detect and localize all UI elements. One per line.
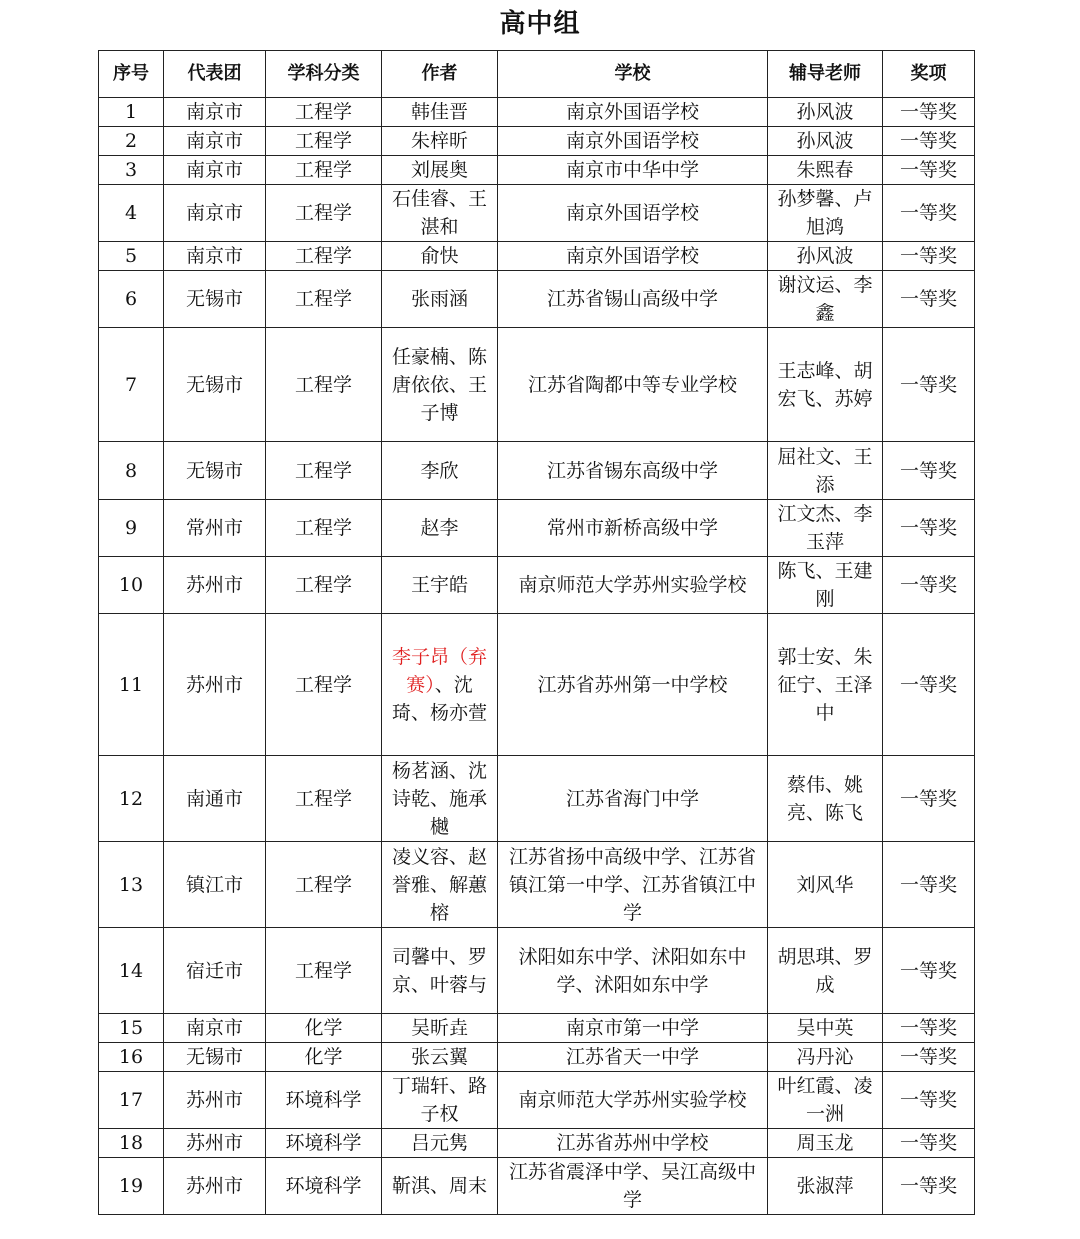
cell-subject: 工程学 <box>266 928 382 1014</box>
cell-teacher: 陈飞、王建刚 <box>768 557 883 614</box>
cell-teacher: 周玉龙 <box>768 1129 883 1158</box>
cell-award: 一等奖 <box>883 928 975 1014</box>
cell-award: 一等奖 <box>883 756 975 842</box>
cell-no: 6 <box>99 271 164 328</box>
cell-teacher: 朱熙春 <box>768 156 883 185</box>
cell-school: 南京市第一中学 <box>498 1014 768 1043</box>
withdrawn-author: 李子昂（弃赛） <box>391 645 487 696</box>
cell-teacher: 张淑萍 <box>768 1158 883 1215</box>
cell-no: 9 <box>99 500 164 557</box>
cell-teacher: 孙风波 <box>768 127 883 156</box>
cell-no: 14 <box>99 928 164 1014</box>
cell-school: 南京外国语学校 <box>498 98 768 127</box>
cell-no: 7 <box>99 328 164 442</box>
cell-award: 一等奖 <box>883 557 975 614</box>
page-title: 高中组 <box>499 9 581 39</box>
cell-teacher: 江文杰、李玉萍 <box>768 500 883 557</box>
cell-award: 一等奖 <box>883 185 975 242</box>
cell-teacher: 刘风华 <box>768 842 883 928</box>
cell-author: 吴昕垚 <box>382 1014 498 1043</box>
cell-delegation: 苏州市 <box>164 614 266 756</box>
cell-no: 2 <box>99 127 164 156</box>
cell-no: 10 <box>99 557 164 614</box>
cell-delegation: 宿迁市 <box>164 928 266 1014</box>
table-row <box>99 185 975 242</box>
table-row <box>99 1014 975 1043</box>
cell-delegation: 镇江市 <box>164 842 266 928</box>
table-row <box>99 127 975 156</box>
cell-award: 一等奖 <box>883 1158 975 1215</box>
cell-subject: 化学 <box>266 1043 382 1072</box>
cell-subject: 工程学 <box>266 98 382 127</box>
cell-school: 江苏省天一中学 <box>498 1043 768 1072</box>
table-body <box>99 98 975 1215</box>
cell-subject: 工程学 <box>266 271 382 328</box>
cell-award: 一等奖 <box>883 842 975 928</box>
table-row <box>99 557 975 614</box>
cell-award: 一等奖 <box>883 1072 975 1129</box>
cell-no: 8 <box>99 442 164 500</box>
cell-author: 俞快 <box>382 242 498 271</box>
cell-no: 1 <box>99 98 164 127</box>
cell-teacher: 胡思琪、罗成 <box>768 928 883 1014</box>
cell-subject: 环境科学 <box>266 1158 382 1215</box>
cell-delegation: 苏州市 <box>164 557 266 614</box>
cell-school: 南京外国语学校 <box>498 127 768 156</box>
header-no: 序号 <box>99 51 164 98</box>
cell-award: 一等奖 <box>883 271 975 328</box>
cell-subject: 工程学 <box>266 500 382 557</box>
cell-teacher: 郭士安、朱征宁、王泽中 <box>768 614 883 756</box>
cell-subject: 工程学 <box>266 842 382 928</box>
cell-subject: 工程学 <box>266 185 382 242</box>
cell-author: 王宇皓 <box>382 557 498 614</box>
cell-delegation: 无锡市 <box>164 271 266 328</box>
cell-teacher: 孙风波 <box>768 98 883 127</box>
cell-award: 一等奖 <box>883 1129 975 1158</box>
cell-school: 南京师范大学苏州实验学校 <box>498 557 768 614</box>
cell-delegation: 南京市 <box>164 156 266 185</box>
cell-author: 张云翼 <box>382 1043 498 1072</box>
cell-teacher: 蔡伟、姚亮、陈飞 <box>768 756 883 842</box>
header-delegation: 代表团 <box>164 51 266 98</box>
cell-author: 赵李 <box>382 500 498 557</box>
cell-delegation: 常州市 <box>164 500 266 557</box>
cell-subject: 工程学 <box>266 442 382 500</box>
cell-subject: 工程学 <box>266 557 382 614</box>
cell-no: 5 <box>99 242 164 271</box>
cell-delegation: 苏州市 <box>164 1072 266 1129</box>
table-row <box>99 1043 975 1072</box>
cell-delegation: 南京市 <box>164 1014 266 1043</box>
cell-author: 杨茗涵、沈诗乾、施承樾 <box>382 756 498 842</box>
cell-delegation: 南京市 <box>164 127 266 156</box>
cell-author: 石佳睿、王湛和 <box>382 185 498 242</box>
awards-table <box>98 50 975 1215</box>
header-teacher: 辅导老师 <box>768 51 883 98</box>
cell-award: 一等奖 <box>883 127 975 156</box>
cell-delegation: 南通市 <box>164 756 266 842</box>
cell-school: 南京市中华中学 <box>498 156 768 185</box>
cell-delegation: 苏州市 <box>164 1129 266 1158</box>
cell-delegation: 南京市 <box>164 185 266 242</box>
cell-award: 一等奖 <box>883 442 975 500</box>
cell-author: 韩佳晋 <box>382 98 498 127</box>
cell-author: 朱梓昕 <box>382 127 498 156</box>
cell-no: 18 <box>99 1129 164 1158</box>
cell-no: 19 <box>99 1158 164 1215</box>
table-row <box>99 614 975 756</box>
cell-school: 南京外国语学校 <box>498 185 768 242</box>
cell-author: 刘展奥 <box>382 156 498 185</box>
table-row <box>99 442 975 500</box>
cell-delegation: 南京市 <box>164 98 266 127</box>
cell-author: 司馨中、罗京、叶蓉与 <box>382 928 498 1014</box>
cell-author: 任豪楠、陈唐依依、王子博 <box>382 328 498 442</box>
cell-no: 17 <box>99 1072 164 1129</box>
cell-school: 江苏省海门中学 <box>498 756 768 842</box>
cell-school: 沭阳如东中学、沭阳如东中学、沭阳如东中学 <box>498 928 768 1014</box>
header-school: 学校 <box>498 51 768 98</box>
cell-subject: 工程学 <box>266 242 382 271</box>
cell-award: 一等奖 <box>883 1014 975 1043</box>
table-row <box>99 500 975 557</box>
cell-award: 一等奖 <box>883 614 975 756</box>
table-row <box>99 1072 975 1129</box>
cell-award: 一等奖 <box>883 242 975 271</box>
cell-author <box>382 614 498 756</box>
cell-delegation: 苏州市 <box>164 1158 266 1215</box>
cell-teacher: 孙梦馨、卢旭鸿 <box>768 185 883 242</box>
cell-award: 一等奖 <box>883 156 975 185</box>
cell-no: 4 <box>99 185 164 242</box>
cell-author: 张雨涵 <box>382 271 498 328</box>
cell-award: 一等奖 <box>883 328 975 442</box>
cell-no: 16 <box>99 1043 164 1072</box>
cell-teacher: 吴中英 <box>768 1014 883 1043</box>
cell-school: 南京师范大学苏州实验学校 <box>498 1072 768 1129</box>
table-row <box>99 1158 975 1215</box>
cell-delegation: 无锡市 <box>164 328 266 442</box>
cell-no: 11 <box>99 614 164 756</box>
cell-author: 李欣 <box>382 442 498 500</box>
cell-subject: 环境科学 <box>266 1129 382 1158</box>
cell-subject: 工程学 <box>266 156 382 185</box>
cell-award: 一等奖 <box>883 98 975 127</box>
header-author: 作者 <box>382 51 498 98</box>
cell-author: 吕元隽 <box>382 1129 498 1158</box>
cell-no: 12 <box>99 756 164 842</box>
cell-school: 江苏省震泽中学、吴江高级中学 <box>498 1158 768 1215</box>
cell-school: 江苏省锡东高级中学 <box>498 442 768 500</box>
table-row <box>99 271 975 328</box>
cell-school: 江苏省陶都中等专业学校 <box>498 328 768 442</box>
cell-delegation: 无锡市 <box>164 442 266 500</box>
cell-subject: 工程学 <box>266 614 382 756</box>
header-award: 奖项 <box>883 51 975 98</box>
table-row <box>99 328 975 442</box>
cell-teacher: 冯丹沁 <box>768 1043 883 1072</box>
cell-subject: 工程学 <box>266 328 382 442</box>
cell-delegation: 南京市 <box>164 242 266 271</box>
cell-teacher: 孙风波 <box>768 242 883 271</box>
table-row <box>99 1129 975 1158</box>
cell-author: 凌义容、赵誉雅、解蕙榕 <box>382 842 498 928</box>
cell-author: 丁瑞轩、路子权 <box>382 1072 498 1129</box>
cell-school: 江苏省锡山高级中学 <box>498 271 768 328</box>
cell-school: 江苏省扬中高级中学、江苏省镇江第一中学、江苏省镇江中学 <box>498 842 768 928</box>
cell-school: 江苏省苏州第一中学校 <box>498 614 768 756</box>
table-row <box>99 756 975 842</box>
cell-school: 江苏省苏州中学校 <box>498 1129 768 1158</box>
cell-delegation: 无锡市 <box>164 1043 266 1072</box>
cell-subject: 工程学 <box>266 756 382 842</box>
table-row <box>99 242 975 271</box>
cell-no: 13 <box>99 842 164 928</box>
cell-teacher: 王志峰、胡宏飞、苏婷 <box>768 328 883 442</box>
cell-subject: 环境科学 <box>266 1072 382 1129</box>
author-names: 、沈琦、杨亦萱 <box>391 673 487 724</box>
cell-teacher: 谢汶运、李鑫 <box>768 271 883 328</box>
table-row <box>99 98 975 127</box>
cell-award: 一等奖 <box>883 500 975 557</box>
cell-subject: 工程学 <box>266 127 382 156</box>
table-row <box>99 156 975 185</box>
cell-subject: 化学 <box>266 1014 382 1043</box>
cell-author: 靳淇、周末 <box>382 1158 498 1215</box>
header-subject: 学科分类 <box>266 51 382 98</box>
header-row <box>99 51 975 98</box>
table-row <box>99 842 975 928</box>
cell-no: 3 <box>99 156 164 185</box>
table-row <box>99 928 975 1014</box>
cell-school: 南京外国语学校 <box>498 242 768 271</box>
cell-school: 常州市新桥高级中学 <box>498 500 768 557</box>
cell-no: 15 <box>99 1014 164 1043</box>
cell-teacher: 屈社文、王添 <box>768 442 883 500</box>
cell-teacher: 叶红霞、凌一洲 <box>768 1072 883 1129</box>
cell-award: 一等奖 <box>883 1043 975 1072</box>
